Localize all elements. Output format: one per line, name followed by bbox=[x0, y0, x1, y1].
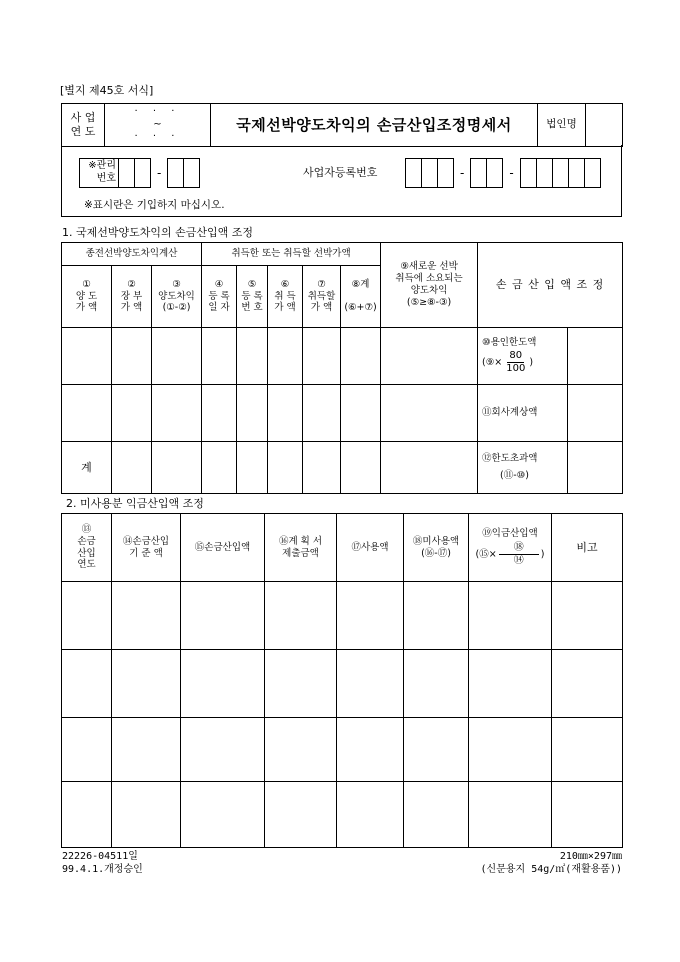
s2-col-19-num: ⑱ bbox=[499, 542, 539, 555]
s2-r3-c8[interactable] bbox=[552, 718, 623, 782]
s1-r2-c7[interactable] bbox=[303, 385, 341, 442]
mgmt-digit-2[interactable] bbox=[134, 158, 151, 188]
adjustment-header: 손 금 산 입 액 조 정 bbox=[478, 243, 623, 328]
s1-r2-c3[interactable] bbox=[152, 385, 202, 442]
s1-r1-c4[interactable] bbox=[202, 328, 237, 385]
reg-digit-7[interactable] bbox=[536, 158, 553, 188]
s2-r3-c3[interactable] bbox=[181, 718, 265, 782]
s1-r2-c5[interactable] bbox=[237, 385, 268, 442]
date-start-dots: · · · bbox=[134, 106, 181, 118]
excess-amount-formula: (⑪-⑩) bbox=[500, 470, 529, 481]
s2-col-19-fraction bbox=[499, 542, 539, 567]
s2-r2-c6[interactable] bbox=[404, 650, 469, 718]
mgmt-digit-1[interactable] bbox=[118, 158, 135, 188]
approval-date: 99.4.1.개정승인 bbox=[62, 864, 143, 875]
limit-fraction-num: 80 bbox=[509, 350, 523, 362]
s2-r3-c6[interactable] bbox=[404, 718, 469, 782]
management-number bbox=[79, 158, 200, 188]
business-reg-label: 사업자등록번호 bbox=[303, 166, 378, 179]
mgmt-digit-3[interactable] bbox=[167, 158, 184, 188]
col-4-header: ④ 등 록 일 자 bbox=[202, 266, 237, 328]
corp-name-label: 법인명 bbox=[538, 104, 586, 147]
s2-r3-c4[interactable] bbox=[265, 718, 337, 782]
total-c2[interactable] bbox=[112, 442, 152, 494]
reg-digit-6[interactable] bbox=[520, 158, 537, 188]
col-6-header: ⑥ 취 득 가 액 bbox=[268, 266, 303, 328]
limit-amount-formula bbox=[482, 350, 567, 375]
s2-r4-c6[interactable] bbox=[404, 782, 469, 848]
s2-r3-c2[interactable] bbox=[112, 718, 181, 782]
s2-r1-c1[interactable] bbox=[62, 582, 112, 650]
s2-col-19-den: ⑭ bbox=[513, 555, 524, 567]
management-box bbox=[61, 145, 622, 217]
reg-dash-1: - bbox=[460, 166, 465, 180]
s2-r4-c5[interactable] bbox=[337, 782, 404, 848]
col-9-header: ⑨새로운 선박 취득에 소요되는 양도차익 (⑤≥⑧-③) bbox=[381, 243, 478, 328]
s2-col-18-header: ⑱미사용액 (⑯-⑰) bbox=[404, 514, 469, 582]
col-group-prior-gain: 종전선박양도차익계산 bbox=[62, 243, 202, 266]
col-2-header: ② 장 부 가 액 bbox=[112, 266, 152, 328]
form-title: 국제선박양도차익의 손금산입조정명세서 bbox=[211, 104, 538, 147]
excess-amount-text: ⑫한도초과액 bbox=[482, 453, 538, 465]
s1-r1-c1[interactable] bbox=[62, 328, 112, 385]
s1-r1-c3[interactable] bbox=[152, 328, 202, 385]
reg-dash-2: - bbox=[509, 166, 514, 180]
s1-r2-c1[interactable] bbox=[62, 385, 112, 442]
s2-r2-c1[interactable] bbox=[62, 650, 112, 718]
s1-r2-c2[interactable] bbox=[112, 385, 152, 442]
reg-digit-5[interactable] bbox=[486, 158, 503, 188]
s2-r1-c7[interactable] bbox=[469, 582, 552, 650]
total-c6[interactable] bbox=[268, 442, 303, 494]
s2-r4-c1[interactable] bbox=[62, 782, 112, 848]
s1-r1-c7[interactable] bbox=[303, 328, 341, 385]
header-table bbox=[61, 103, 623, 147]
s2-col-17-header: ⑰사용액 bbox=[337, 514, 404, 582]
section2-title: 2. 미사용분 익금산입액 조정 bbox=[66, 497, 204, 510]
s2-r3-c1[interactable] bbox=[62, 718, 112, 782]
s1-r2-c4[interactable] bbox=[202, 385, 237, 442]
s2-col-19-header bbox=[469, 514, 552, 582]
total-label: 계 bbox=[62, 442, 112, 494]
s2-r2-c8[interactable] bbox=[552, 650, 623, 718]
s2-r2-c2[interactable] bbox=[112, 650, 181, 718]
s2-col-13-header: ⑬ 손금 산입 연도 bbox=[62, 514, 112, 582]
company-booked-label: ⑪회사계상액 bbox=[478, 385, 568, 442]
business-year-field[interactable] bbox=[105, 104, 211, 147]
s2-r3-c7[interactable] bbox=[469, 718, 552, 782]
s1-r2-c8[interactable] bbox=[341, 385, 381, 442]
s1-r2-c9[interactable] bbox=[381, 385, 478, 442]
s1-r1-c6[interactable] bbox=[268, 328, 303, 385]
limit-fraction bbox=[504, 350, 527, 375]
s2-col-19-formula bbox=[469, 542, 551, 567]
s2-col-14-header: ⑭손금산입 기 준 액 bbox=[112, 514, 181, 582]
total-c8[interactable] bbox=[341, 442, 381, 494]
paper-size: 210㎜×297㎜ bbox=[559, 851, 622, 862]
col-3-header: ③ 양도차익 (①-②) bbox=[152, 266, 202, 328]
s1-r1-c2[interactable] bbox=[112, 328, 152, 385]
total-c4[interactable] bbox=[202, 442, 237, 494]
s2-r1-c5[interactable] bbox=[337, 582, 404, 650]
total-c7[interactable] bbox=[303, 442, 341, 494]
reg-digit-2[interactable] bbox=[421, 158, 438, 188]
limit-amount-value[interactable] bbox=[568, 328, 623, 385]
s2-r2-c3[interactable] bbox=[181, 650, 265, 718]
s2-r2-c7[interactable] bbox=[469, 650, 552, 718]
management-number-label: ※관리 번호 bbox=[79, 158, 119, 188]
col-5-header: ⑤ 등 록 번 호 bbox=[237, 266, 268, 328]
form-label: [별지 제45호 서식] bbox=[60, 84, 154, 97]
instruction-note: ※표시란은 기입하지 마십시오. bbox=[84, 199, 225, 211]
col-group-ship-value: 취득한 또는 취득할 선박가액 bbox=[202, 243, 381, 266]
s1-r1-c5[interactable] bbox=[237, 328, 268, 385]
date-tilde: ~ bbox=[153, 118, 162, 130]
corp-name-field[interactable] bbox=[586, 104, 623, 147]
s2-r4-c8[interactable] bbox=[552, 782, 623, 848]
mgmt-digit-4[interactable] bbox=[183, 158, 200, 188]
total-c9[interactable] bbox=[381, 442, 478, 494]
s2-col-19-suffix: ) bbox=[540, 549, 545, 561]
reg-digit-4[interactable] bbox=[470, 158, 487, 188]
excess-amount-label bbox=[478, 442, 568, 494]
reg-digit-1[interactable] bbox=[405, 158, 422, 188]
remark-header: 비고 bbox=[552, 514, 623, 582]
total-c3[interactable] bbox=[152, 442, 202, 494]
paper-type: (신문용지 54g/㎡(재활용품)) bbox=[480, 864, 622, 875]
s2-r4-c7[interactable] bbox=[469, 782, 552, 848]
s1-r1-c9[interactable] bbox=[381, 328, 478, 385]
s2-r4-c2[interactable] bbox=[112, 782, 181, 848]
limit-amount-text: ⑩용인한도액 bbox=[482, 336, 537, 348]
limit-formula-prefix: (⑨× bbox=[482, 357, 503, 369]
reg-digit-3[interactable] bbox=[437, 158, 454, 188]
reg-digit-9[interactable] bbox=[568, 158, 585, 188]
s1-r2-c6[interactable] bbox=[268, 385, 303, 442]
s2-r1-c8[interactable] bbox=[552, 582, 623, 650]
mgmt-dash: - bbox=[157, 166, 162, 180]
s2-r2-c5[interactable] bbox=[337, 650, 404, 718]
limit-fraction-den: 100 bbox=[506, 363, 526, 375]
s2-col-19-label: ⑲익금산입액 bbox=[482, 527, 538, 539]
company-booked-value[interactable] bbox=[568, 385, 623, 442]
col-8-header: ⑧계 (⑥+⑦) bbox=[341, 266, 381, 328]
section2-table bbox=[61, 513, 623, 848]
col-1-header: ① 양 도 가 액 bbox=[62, 266, 112, 328]
s2-r4-c3[interactable] bbox=[181, 782, 265, 848]
s2-r1-c2[interactable] bbox=[112, 582, 181, 650]
col-7-header: ⑦ 취득할 가 액 bbox=[303, 266, 341, 328]
limit-amount-label bbox=[478, 328, 568, 385]
s2-col-15-header: ⑮손금산입액 bbox=[181, 514, 265, 582]
s2-col-16-header: ⑯계 획 서 제출금액 bbox=[265, 514, 337, 582]
form-code: 22226-04511일 bbox=[62, 851, 138, 862]
business-reg-number bbox=[405, 158, 601, 188]
s2-r1-c6[interactable] bbox=[404, 582, 469, 650]
total-c5[interactable] bbox=[237, 442, 268, 494]
s2-r3-c5[interactable] bbox=[337, 718, 404, 782]
s2-r1-c4[interactable] bbox=[265, 582, 337, 650]
reg-digit-10[interactable] bbox=[584, 158, 601, 188]
s2-col-19-prefix: (⑮× bbox=[475, 549, 497, 561]
section1-table bbox=[61, 242, 623, 494]
s2-r1-c3[interactable] bbox=[181, 582, 265, 650]
business-year-label: 사 업 연 도 bbox=[62, 104, 105, 147]
reg-digit-8[interactable] bbox=[552, 158, 569, 188]
limit-formula-suffix: ) bbox=[529, 357, 534, 369]
s2-r2-c4[interactable] bbox=[265, 650, 337, 718]
s2-r4-c4[interactable] bbox=[265, 782, 337, 848]
date-end-dots: · · · bbox=[134, 131, 181, 143]
s1-r1-c8[interactable] bbox=[341, 328, 381, 385]
excess-amount-value[interactable] bbox=[568, 442, 623, 494]
section1-title: 1. 국제선박양도차익의 손금산입액 조정 bbox=[62, 226, 253, 239]
